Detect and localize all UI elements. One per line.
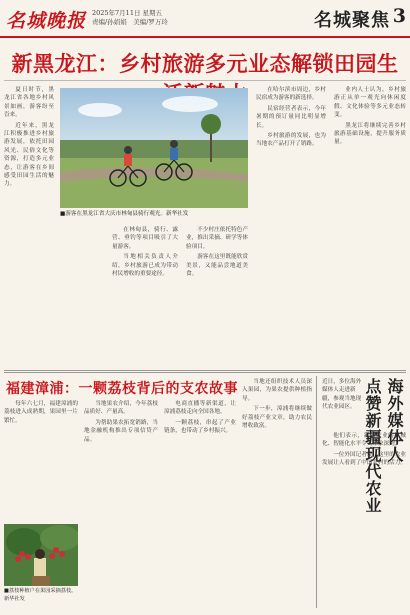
main-story-col-5 <box>334 86 406 366</box>
masthead-rule <box>0 36 410 38</box>
paragraph: 当地相关负责人介绍，乡村旅游已成为带动村民增收的重要途径。 <box>112 254 178 278</box>
lychee-col-3 <box>164 400 236 600</box>
page-number: 3 <box>392 5 406 27</box>
main-story-col-3 <box>186 226 248 366</box>
paragraph: 乡村旅游的发展，也为当地农产品打开了销路。 <box>256 133 326 148</box>
side-story-intro: 近日，多位海外媒体人走进新疆，参观当地现代农业园区。 <box>322 379 362 411</box>
paragraph: 电商直播等新渠道，让漳浦荔枝走向全国各地。 <box>164 401 236 416</box>
paragraph: 一颗荔枝，串起了产业链条，也带动了乡村振兴。 <box>164 419 236 435</box>
section-name: 名城聚焦 <box>314 10 390 31</box>
lychee-col-4 <box>242 378 312 600</box>
paragraph: 不少村庄依托特色产业，推出采摘、研学等体验项目。 <box>186 227 248 250</box>
paragraph: 黑龙江将继续完善乡村旅游基础设施，提升服务质量。 <box>334 122 406 146</box>
issue-date: 2025年7月11日 星期五 <box>92 9 163 17</box>
date-info <box>92 9 168 27</box>
cyclists-photo <box>60 88 248 208</box>
paragraph: 每年六七月，福建漳浦的荔枝进入成熟期，果园里一片繁忙。 <box>4 401 78 424</box>
main-story-col-4 <box>256 86 326 366</box>
main-story-col-1 <box>4 86 54 366</box>
main-headline: 新黑龙江：乡村旅游多元业态解锁田园生 <box>11 52 399 76</box>
lychee-photo-caption: ■荔枝种植户在果园采摘荔枝。新华社发 <box>4 588 77 602</box>
editor-credit: 责编/孙娟娟 美编/罗万玲 <box>92 18 168 26</box>
paragraph: 民宿经营者表示，今年暑期的预订量同比明显增长。 <box>256 105 326 129</box>
lychee-headline: 福建漳浦：一颗荔枝背后的支农故事 <box>6 381 238 397</box>
main-story-col-2 <box>112 226 178 366</box>
lychee-col-1 <box>4 400 78 520</box>
side-story-body <box>322 432 406 608</box>
cyclists-photo-illustration <box>60 88 248 208</box>
side-headline-line-2: 点赞新疆现代农业 <box>363 378 382 514</box>
paragraph: 当地果农介绍，今年荔枝品质好、产量高。 <box>84 401 158 416</box>
headline-rule <box>4 80 406 81</box>
side-headline-line-1: 海外媒体人 <box>385 378 404 463</box>
paragraph: 为帮助果农拓宽销路，当地金融机构推出专项信贷产品。 <box>84 419 158 443</box>
section-divider <box>4 370 406 371</box>
column-rule <box>316 376 317 608</box>
paragraph: 在哈尔滨市周边，乡村民宿成为游客的新选择。 <box>256 87 326 102</box>
section-divider <box>4 372 406 373</box>
photo-caption: ■游客在黑龙江省大庆市林甸县骑行观光。新华社发 <box>60 211 189 217</box>
paragraph: 一位外国记者说，这里的农业发展让人看到了中国农村的活力。 <box>322 451 406 467</box>
paragraph: 在林甸县，骑行、露营、垂钓等项目吸引了大量游客。 <box>112 227 178 250</box>
newspaper-logo: 名城晚报 <box>6 10 87 32</box>
paragraph: 他们表示，新疆农业的机械化、智能化水平令人印象深刻。 <box>322 433 406 448</box>
paragraph: 游客在这里既能欣赏美景，又能品尝地道美食。 <box>186 254 248 278</box>
paragraph: 当地还组织技术人员深入果园，为果农提供种植指导。 <box>242 379 312 402</box>
masthead <box>0 0 410 40</box>
paragraph: 业内人士认为，乡村旅游正从单一观光向休闲度假、文化体验等多元业态转变。 <box>334 87 406 119</box>
lychee-photo-illustration <box>4 524 78 586</box>
lychee-photo <box>4 524 78 586</box>
paragraph: 夏日时节，黑龙江省各地乡村风景如画，游客纷至沓来。 <box>4 87 54 119</box>
paragraph: 近年来，黑龙江积极推进乡村旅游发展，依托田园风光、民俗文化等资源，打造多元业态，让游客在乡间感受田园生活的魅力。 <box>4 122 54 188</box>
paragraph: 下一步，漳浦将继续做好荔枝产业文章，助力农民增收致富。 <box>242 406 312 430</box>
lychee-col-2 <box>84 400 158 600</box>
